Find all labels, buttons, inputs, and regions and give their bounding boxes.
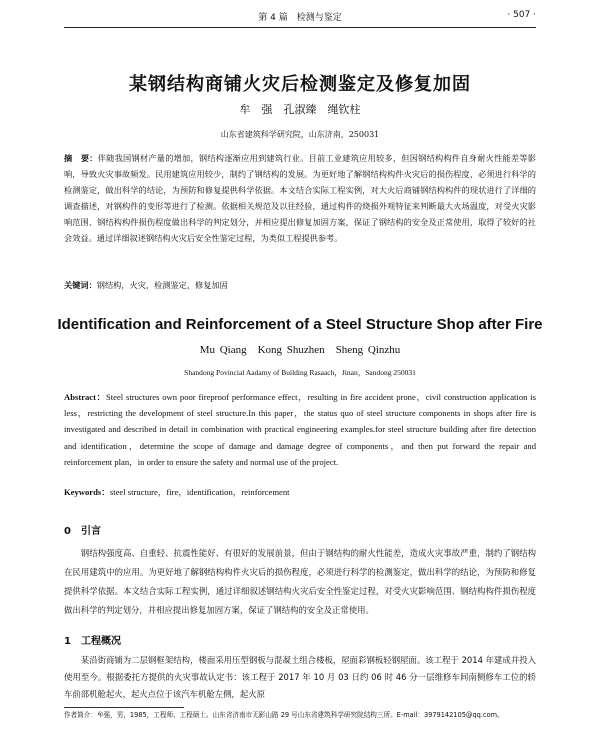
section-heading-project-overview: 1 工程概况 xyxy=(64,636,121,647)
running-header xyxy=(64,10,536,26)
english-affiliation: Shandong Povincial Aadamy of Building Rasaach，Jinan，Sandong 250031 xyxy=(184,368,416,377)
chinese-affiliation: 山东省建筑科学研究院，山东济南，250031 xyxy=(220,130,380,139)
section-body-project-overview: 某沿街商铺为二层钢框架结构，楼面采用压型钢板与混凝土组合楼板，屋面彩钢板轻钢屋面。该工程于 2014 年建成并投入使用至今。根据委托方提供的火灾事故认定书：该工程于 2017 年 10 月 03 日约 06 时 46 分一层维修车间南侧修车工位的轿车前部机舱起火，起火点位于该汽车机舱左侧，起火原 xyxy=(64,655,536,699)
footnote-rule xyxy=(64,707,184,708)
english-abstract-label: Abstract： xyxy=(64,392,106,402)
english-title: Identification and Reinforcement of a Steel Structure Shop after Fire xyxy=(57,316,543,333)
chinese-keywords-text: 钢结构，火灾，检测鉴定，修复加固 xyxy=(96,280,228,290)
chinese-abstract xyxy=(64,150,536,246)
section-body-introduction: 钢结构强度高、自重轻、抗震性能好、有很好的发展前景，但由于钢结构的耐火性能差，造成火灾事故严重，制约了钢结构在民用建筑中的应用。为更好地了解钢结构构件火灾后的损伤程度，必须进行科学的检测鉴定，做出科学的结论，为预防和修复提供科学依据。本文结合实际工程实例，通过详细叙述钢结构火灾后安全性鉴定过程，对受火灾影响范围、钢结构构件损伤程度做出科学的判定划分，并相应提出修复加固方案，保证了钢结构的安全及正常使用。 xyxy=(64,548,536,615)
chinese-authors: 牟 强 孔淑臻 绳钦柱 xyxy=(239,103,361,116)
header-section: 第 4 篇 检测与鉴定 xyxy=(258,13,342,23)
english-keywords xyxy=(64,485,536,499)
chinese-abstract-label: 摘 要： xyxy=(64,153,98,163)
chinese-keywords-label: 关键词： xyxy=(64,280,97,290)
chinese-abstract-text: 伴随我国钢材产量的增加，钢结构逐渐应用到建筑行业。目前工业建筑应用较多，但因钢结构构件自身耐火性能差等影响，导致火灾事故频发。民用建筑应用较少，制约了钢结构的发展。为更好地了解钢结构构件火灾后的损伤程度，必须进行科学的检测鉴定，做出科学的结论，为预防和修复提供科学依据。本文结合实际工程实例，对大火后商铺钢结构构件的现状进行了详细的调查描述，对钢构件的变形等进行了检测。依据相关规范及以往经验，通过构件的烧损外观特征来判断最大火场温度，对受火灾影响范围、钢结构构件损伤程度做出科学的判定划分，并相应提出修复加固方案，保证了钢结构的安全及正常使用，取得了较好的社会效益。通过详细叙述钢结构火灾后安全性鉴定过程，为类似工程提供参考。 xyxy=(64,153,536,243)
author-footnote: 作者简介：牟强，男，1985，工程师、工程硕士。山东省济南市无影山路 29 号山东省建筑科学研究院结构三所。E-mail：3979142105@qq.com。 xyxy=(64,711,504,719)
chinese-title: 某钢结构商铺火灾后检测鉴定及修复加固 xyxy=(129,74,471,95)
english-abstract xyxy=(64,389,536,470)
english-abstract-text: Steel structures own poor fireproof performance effect，resulting in fire accident prone，civil construction application is less，restricting the development of steel structure.In this paper，the status quo of steel structure components in shops after fire is investigated and described in detail in combination with practical engineering examples.for steel structure building after fire detection and identification，determine the scope of damage and damage degree of components，and then put forward the repair and reinforcement plan，in order to ensure the safety and normal use of the project. xyxy=(64,392,536,467)
header-page-number: · 507 · xyxy=(507,10,536,20)
section-heading-introduction: 0 引言 xyxy=(64,526,101,537)
english-authors: Mu Qiang Kong Shuzhen Sheng Qinzhu xyxy=(199,344,401,356)
header-rule xyxy=(64,27,536,28)
english-keywords-label: Keywords： xyxy=(64,487,110,497)
chinese-keywords xyxy=(64,278,536,292)
english-keywords-text: steel structure，fire，identification，reinforcement xyxy=(109,487,290,497)
